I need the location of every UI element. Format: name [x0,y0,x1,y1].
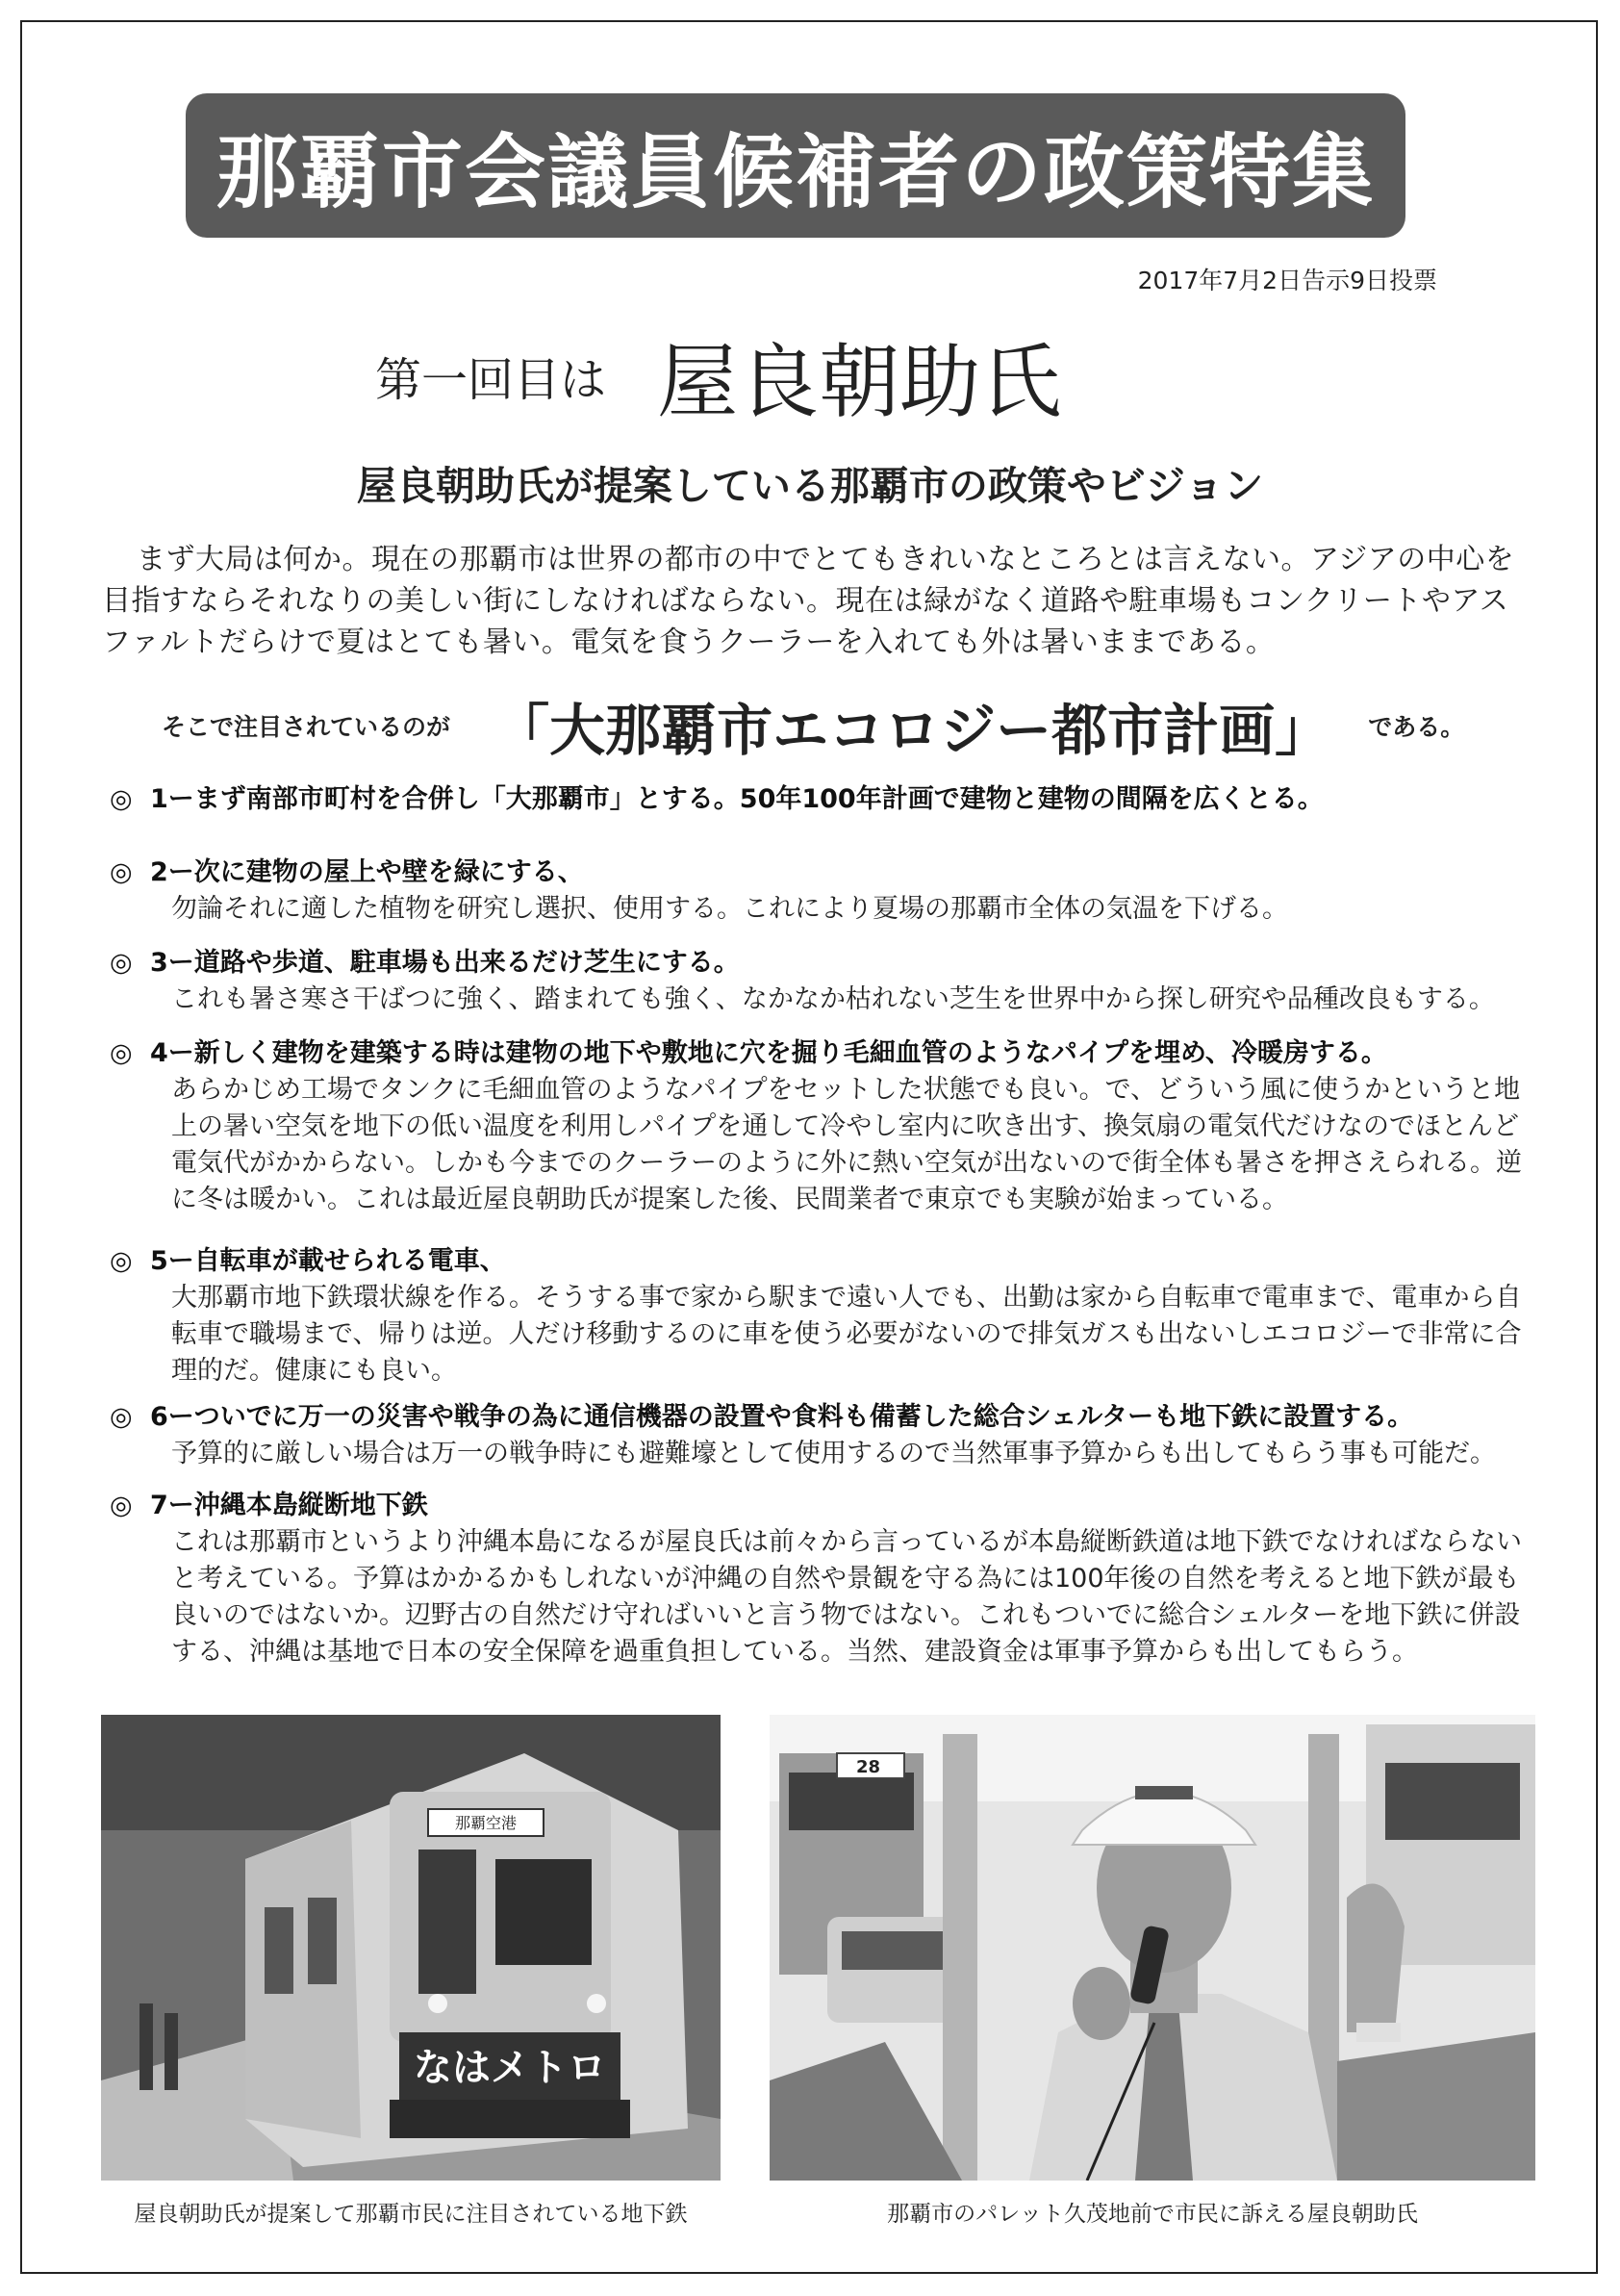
double-circle-icon: ◎ [110,1402,133,1432]
double-circle-icon: ◎ [110,948,133,978]
policy-item-2 [110,855,1543,928]
train-name-sign: なはメトロ [414,2046,606,2090]
candidate-photo [770,1715,1535,2181]
train-destination-sign: 那覇空港 [454,1814,518,1832]
policy-item-3 [110,945,1543,1018]
subway-photo-caption: 屋良朝助氏が提案して那覇市民に注目されている地下鉄 [134,2202,688,2227]
policy-item-5 [110,1243,1543,1390]
candidate-photo-caption: 那覇市のパレット久茂地前で市民に訴える屋良朝助氏 [887,2202,1418,2227]
plan-pre: そこで注目されているのが [162,713,451,741]
bus-number: 28 [856,1757,881,1777]
double-circle-icon: ◎ [110,1491,133,1520]
candidate-prefix: 第一回目は [375,353,607,407]
policy-item-6 [110,1399,1543,1472]
policy-item-head: 4ー新しく建物を建築する時は建物の地下や敷地に穴を掘り毛細血管のようなパイプを埋め、冷暖房する。 [150,1038,1387,1068]
policy-item-head: 1ーまず南部市町村を合併し「大那覇市」とする。50年100年計画で建物と建物の間隔を広くとる。 [150,784,1324,814]
intro-paragraph: まず大局は何か。現在の那覇市は世界の都市の中でとてもきれいなところとは言えない。アジアの中心を目指すならそれなりの美しい街にしなければならない。現在は緑がなく道路や駐車場もコンクリートやアスファルトだらけで夏はとても暑い。電気を食うクーラーを入れても外は暑いままである。 [102,543,1515,659]
policy-item-body: 予算的に厳しい場合は万一の戦争時にも避難壕として使用するので当然軍事予算からも出してもらう事も可能だ。 [171,1439,1496,1468]
policy-item-head: 7ー沖縄本島縦断地下鉄 [150,1491,428,1520]
plan-heading [162,685,1528,766]
double-circle-icon: ◎ [110,1246,133,1276]
plan-post: である。 [1368,713,1465,741]
policy-item-body: 勿論それに適した植物を研究し選択、使用する。これにより夏場の那覇市全体の気温を下げる。 [171,894,1288,924]
policy-item-head: 2ー次に建物の屋上や壁を緑にする、 [150,857,584,887]
policy-item-head: 3ー道路や歩道、駐車場も出来るだけ芝生にする。 [150,948,740,978]
policy-item-7 [110,1488,1543,1671]
policy-item-body: 大那覇市地下鉄環状線を作る。そうする事で家から駅まで遠い人でも、出勤は家から自転車で電車まで、電車から自転車で職場まで、帰りは逆。人だけ移動するのに車を使う必要がないので排気ガスも出ないしエコロジーで非常に合理的だ。健康にも良い。 [171,1283,1522,1386]
candidate-speaking-illustration [770,1715,1535,2181]
double-circle-icon: ◎ [110,857,133,887]
policy-subtitle: 屋良朝助氏が提案している那覇市の政策やビジョン [356,463,1264,509]
subway-photo [101,1715,721,2181]
policy-item-4 [110,1035,1543,1218]
policy-item-body: あらかじめ工場でタンクに毛細血管のようなパイプをセットした状態でも良い。で、どういう風に使うかというと地上の暑い空気を地下の低い温度を利用しパイプを通して冷やし室内に吹き出す、換気扇の電気代だけなのでほとんど電気代がかからない。しかも今までのクーラーのように外に熱い空気が出ないので街全体も暑さを押さえられる。逆に冬は暖かい。これは最近屋良朝助氏が提案した後、民間業者で東京でも実験が始まっている。 [171,1075,1522,1214]
page-title: 那覇市会議員候補者の政策特集 [186,93,1405,238]
candidate-name: 屋良朝助氏 [657,335,1062,429]
double-circle-icon: ◎ [110,1038,133,1068]
policy-item-head: 5ー自転車が載せられる電車、 [150,1246,506,1276]
double-circle-icon: ◎ [110,784,133,814]
plan-name: 「大那覇市エコロジー都市計画」 [494,698,1331,763]
election-date: 2017年7月2日告示9日投票 [1137,267,1437,294]
policy-item-body: これも暑さ寒さ干ばつに強く、踏まれても強く、なかなか枯れない芝生を世界中から探し研究や品種改良もする。 [171,984,1495,1014]
subway-train-illustration [101,1715,721,2181]
candidate-heading [375,318,1061,434]
policy-item-body: これは那覇市というより沖縄本島になるが屋良氏は前々から言っているが本島縦断鉄道は地下鉄でなければならないと考えている。予算はかかるかもしれないが沖縄の自然や景観を守る為には100年後の自然を考えると地下鉄が最も良いのではないか。辺野古の自然だけ守ればいいと言う物ではない。これもついでに総合シェルターを地下鉄に併設する、沖縄は基地で日本の安全保障を過重負担している。当然、建設資金は軍事予算からも出してもらう。 [171,1527,1522,1667]
policy-item-head: 6ーついでに万一の災害や戦争の為に通信機器の設置や食料も備蓄した総合シェルターも地下鉄に設置する。 [150,1402,1414,1432]
policy-item-1 [110,781,1543,818]
